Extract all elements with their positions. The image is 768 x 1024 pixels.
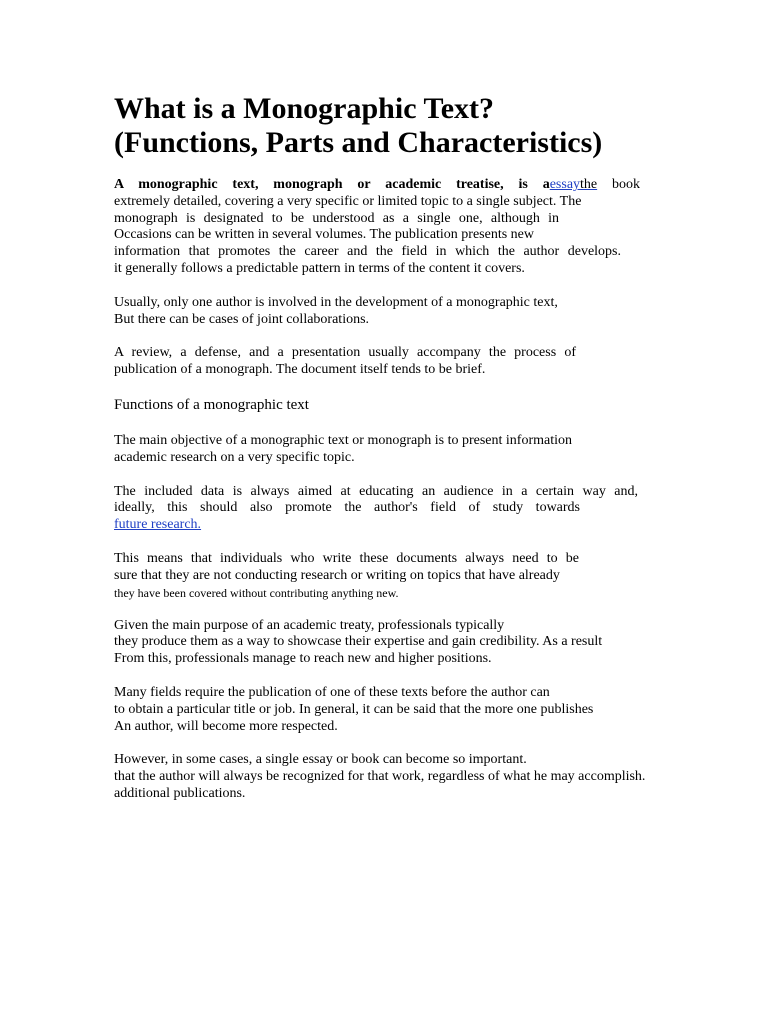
the-link[interactable]: the [580, 177, 598, 192]
para6-line-2: sure that they are not conducting research or writing on topics that have already [114, 567, 560, 583]
intro-line-2: extremely detailed, covering a very specific or limited topic to a single subject. The [114, 193, 582, 209]
paragraph-recognition [114, 752, 674, 802]
para2-line-2: But there can be cases of joint collaborations. [114, 311, 370, 327]
intro-line-6: it generally follows a predictable pattern in terms of the content it covers. [114, 260, 525, 276]
paragraph-individuals [114, 551, 674, 601]
section-heading: Functions of a monographic text [114, 396, 309, 413]
title-line-2: (Functions, Parts and Characteristics) [114, 126, 603, 159]
intro-line-1 [114, 177, 640, 194]
paragraph-objective [114, 433, 674, 467]
paragraph-review [114, 345, 674, 379]
para8-line-1: Many fields require the publication of one of these texts before the author can [114, 684, 550, 700]
intro-line-3: monograph is designated to be understood as a single one, although in [114, 210, 559, 226]
para4-line-1: The main objective of a monographic text or monograph is to present information [114, 432, 572, 448]
paragraph-education [114, 484, 674, 534]
para5-line-3 [114, 517, 674, 534]
para7-line-2: they produce them as a way to showcase their expertise and gain credibility. As a result [114, 634, 603, 650]
paragraph-authorship [114, 295, 674, 329]
para9-line-1: However, in some cases, a single essay or book can become so important. [114, 752, 527, 768]
para9-line-2: that the author will always be recognized for that work, regardless of what he may accomplish. [114, 769, 646, 785]
para7-line-3: From this, professionals manage to reach new and higher positions. [114, 651, 492, 667]
intro-line-1-end: book [597, 177, 641, 192]
document-page [114, 92, 674, 820]
intro-paragraph [114, 177, 674, 278]
para7-line-1: Given the main purpose of an academic treaty, professionals typically [114, 617, 505, 633]
para9-line-3: additional publications. [114, 785, 246, 801]
intro-line-4: Occasions can be written in several volumes. The publication presents new [114, 227, 535, 243]
intro-line-5: information that promotes the career and the field in which the author develops. [114, 244, 621, 260]
para3-line-1: A review, a defense, and a presentation usually accompany the process of [114, 345, 576, 361]
intro-bold-lead: A monographic text, monograph or academic treatise, is a [114, 177, 550, 192]
essay-link[interactable]: essay [549, 177, 581, 192]
para8-line-2: to obtain a particular title or job. In general, it can be said that the more one publishes [114, 701, 594, 717]
para8-line-3: An author, will become more respected. [114, 718, 338, 734]
para6-line-3: they have been covered without contributing anything new. [114, 585, 399, 600]
page-title [114, 92, 674, 160]
article-body [114, 177, 674, 803]
paragraph-purpose [114, 618, 674, 668]
para6-line-1: This means that individuals who write these documents always need to be [114, 550, 579, 566]
para5-line-1: The included data is always aimed at educating an audience in a certain way and, [114, 483, 638, 499]
para2-line-1: Usually, only one author is involved in the development of a monographic text, [114, 294, 558, 310]
para3-line-2: publication of a monograph. The document itself tends to be brief. [114, 362, 486, 378]
paragraph-fields [114, 685, 674, 735]
para5-line-2: ideally, this should also promote the author's field of study towards [114, 500, 580, 516]
future-research-link[interactable]: future research. [114, 517, 202, 533]
para4-line-2: academic research on a very specific topic. [114, 449, 355, 465]
title-line-1: What is a Monographic Text? [114, 92, 495, 125]
